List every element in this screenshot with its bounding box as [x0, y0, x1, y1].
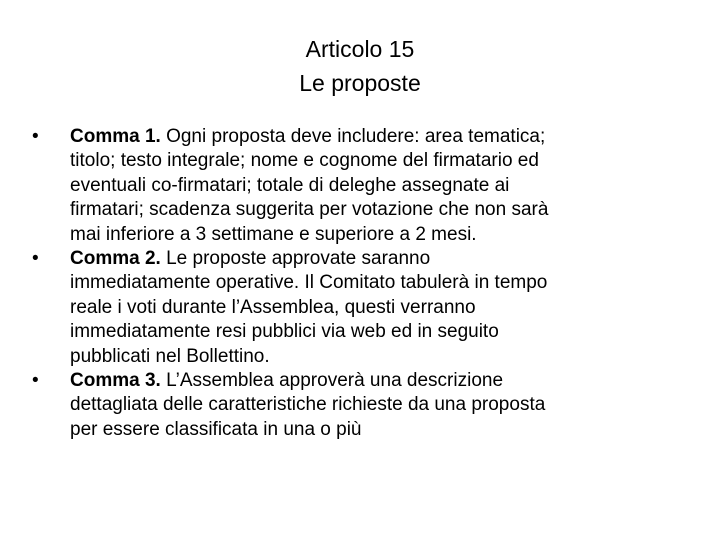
bullet-line: eventuali co-firmatari; totale di deleghe assegnate ai: [70, 174, 510, 196]
bullet-line: [70, 369, 670, 393]
bullet-lead: Comma 1.: [70, 126, 161, 147]
bullet-lead: Comma 3.: [70, 370, 161, 392]
bullet-line: mai inferiore a 3 settimane e superiore a 2 mesi.: [70, 223, 477, 245]
bullet-text: Ogni proposta deve includere: area tematica;: [160, 126, 546, 147]
bullet-line: [70, 247, 670, 271]
bullet-item-comma-3: [32, 369, 670, 442]
bullet-list: [32, 125, 670, 442]
bullet-item-comma-1: [32, 125, 670, 247]
bullet-line: pubblicati nel Bollettino.: [70, 345, 270, 367]
bullet-text: Le proposte approvate saranno: [160, 248, 431, 270]
bullet-line: firmatari; scadenza suggerita per votazione che non sarà: [70, 199, 549, 221]
bullet-line: immediatamente operative. Il Comitato tabulerà in tempo: [70, 272, 548, 294]
bullet-dot-icon: •: [32, 370, 39, 392]
bullet-line: dettagliata delle caratteristiche richieste da una proposta: [70, 394, 546, 416]
bullet-text: L’Assemblea approverà una descrizione: [160, 370, 504, 392]
bullet-line: per essere classificata in una o più: [70, 418, 362, 440]
bullet-dot-icon: •: [32, 126, 39, 147]
bullet-item-comma-2: [32, 247, 670, 369]
bullet-dot-icon: •: [32, 248, 39, 270]
bullet-line: immediatamente resi pubblici via web ed in seguito: [70, 321, 499, 343]
bullet-line: [70, 125, 670, 149]
bullet-line: reale i voti durante l’Assemblea, questi verranno: [70, 296, 476, 318]
title-line-1: Articolo 15: [305, 36, 415, 62]
slide-title: [0, 32, 720, 100]
bullet-lead: Comma 2.: [70, 248, 161, 270]
title-line-2: Le proposte: [299, 70, 421, 96]
bullet-line: titolo; testo integrale; nome e cognome del firmatario ed: [70, 150, 539, 172]
